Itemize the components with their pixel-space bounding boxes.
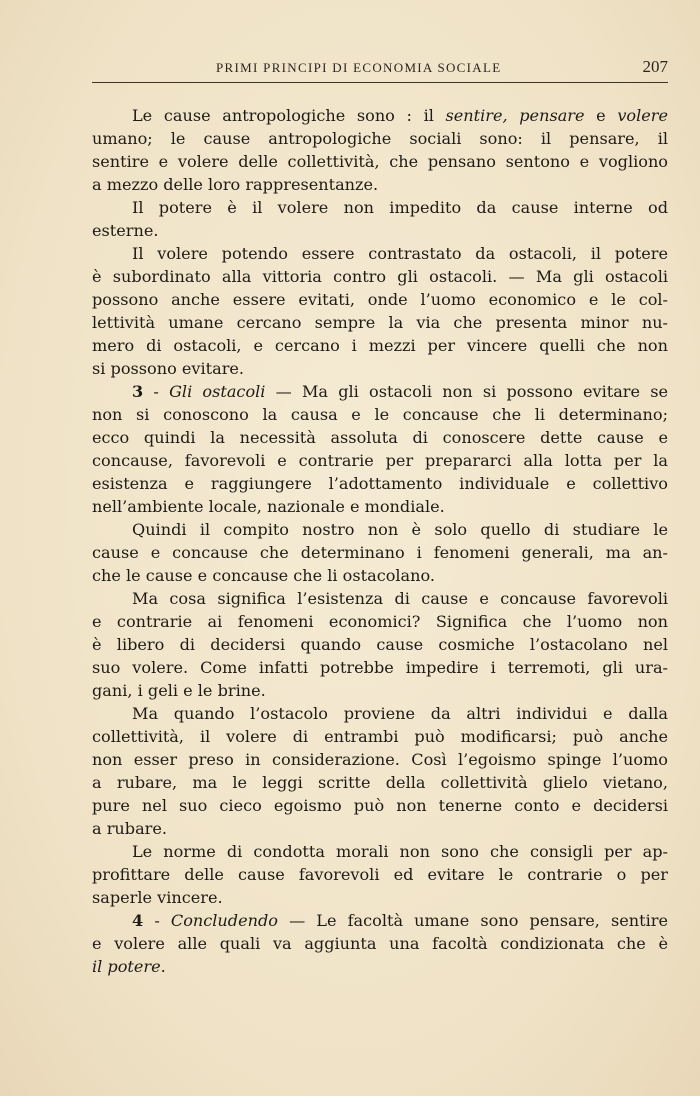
text-line	[92, 955, 668, 978]
text-run	[508, 106, 520, 125]
text-run: profittare delle cause favorevoli ed evitare le contrarie o per	[92, 865, 668, 884]
text-line	[92, 840, 668, 863]
running-title: PRIMI PRINCIPI DI ECONOMIA SOCIALE	[216, 60, 502, 75]
text-run: pure nel suo cieco egoismo può non tenerne conto e decidersi	[92, 796, 668, 815]
text-run: -	[143, 382, 170, 401]
text-line	[92, 242, 668, 265]
text-line	[92, 518, 668, 541]
text-line	[92, 495, 668, 518]
text-line	[92, 265, 668, 288]
text-run: Il volere potendo essere contrastato da ostacoli, il potere	[132, 244, 668, 263]
text-line	[92, 909, 668, 932]
text-run: a mezzo delle loro rappresentanze.	[92, 175, 379, 194]
text-run: cause e concause che determinano i fenomeni generali, ma an-	[92, 543, 668, 562]
italic-text: pensare	[519, 106, 585, 125]
text-run: umano; le cause antropologiche sociali sono: il pensare, il	[92, 129, 668, 148]
text-run: Quindi il compito nostro non è solo quello di studiare le	[132, 520, 668, 539]
text-line	[92, 449, 668, 472]
italic-text: il potere.	[92, 957, 166, 976]
text-run: Ma cosa significa l’esistenza di cause e concause favorevoli	[132, 589, 668, 608]
italic-text: sentire,	[445, 106, 508, 125]
text-line	[92, 541, 668, 564]
text-line	[92, 150, 668, 173]
text-run: a rubare, ma le leggi scritte della collettività glielo vietano,	[92, 773, 668, 792]
text-run: Ma quando l’ostacolo proviene da altri individui e dalla	[132, 704, 668, 723]
text-line	[92, 403, 668, 426]
text-line	[92, 679, 668, 702]
text-line	[92, 173, 668, 196]
text-line	[92, 334, 668, 357]
text-line	[92, 472, 668, 495]
text-run: nell’ambiente locale, nazionale e mondiale.	[92, 497, 445, 516]
text-line	[92, 817, 668, 840]
text-line	[92, 633, 668, 656]
text-run: si possono evitare.	[92, 359, 245, 378]
text-line	[92, 380, 668, 403]
text-line	[92, 564, 668, 587]
text-line	[92, 311, 668, 334]
text-line	[92, 610, 668, 633]
text-run: non esser preso in considerazione. Così l’egoismo spinge l’uomo	[92, 750, 668, 769]
page-header	[92, 56, 668, 83]
text-run: sentire e volere delle collettività, che pensano sentono e vogliono	[92, 152, 668, 171]
text-run: è subordinato alla vittoria contro gli ostacoli. — Ma gli ostacoli	[92, 267, 668, 286]
text-run: e contrarie ai fenomeni economici? Significa che l’uomo non	[92, 612, 668, 631]
text-line	[92, 196, 668, 219]
text-line	[92, 656, 668, 679]
text-run: — Le facoltà umane sono pensare, sentire	[277, 911, 668, 930]
text-line	[92, 127, 668, 150]
text-run: — Ma gli ostacoli non si possono evitare se	[265, 382, 668, 401]
text-run: Il potere è il volere non impedito da cause interne od	[132, 198, 668, 217]
text-line	[92, 771, 668, 794]
section-number: 4	[132, 911, 144, 930]
text-line	[92, 725, 668, 748]
text-run: Le cause antropologiche sono : il	[132, 106, 446, 125]
text-run: esterne.	[92, 221, 159, 240]
italic-text: Gli ostacoli	[169, 382, 266, 401]
text-run: esistenza e raggiungere l’adottamento individuale e collettivo	[92, 474, 668, 493]
text-run: Le norme di condotta morali non sono che consigli per ap-	[132, 842, 668, 861]
text-line	[92, 702, 668, 725]
italic-text: Concludendo	[170, 911, 278, 930]
text-line	[92, 794, 668, 817]
text-line	[92, 863, 668, 886]
body-text	[92, 104, 668, 978]
italic-text: volere	[617, 106, 668, 125]
page-number: 207	[642, 57, 668, 76]
text-run: lettività umane cercano sempre la via che presenta minor nu-	[92, 313, 668, 332]
text-run: ecco quindi la necessità assoluta di conoscere dette cause e	[92, 428, 668, 447]
text-run: concause, favorevoli e contrarie per prepararci alla lotta per la	[92, 451, 668, 470]
text-run: -	[143, 911, 171, 930]
text-run: gani, i geli e le brine.	[92, 681, 266, 700]
text-run: è libero di decidersi quando cause cosmiche l’ostacolano nel	[92, 635, 668, 654]
text-run: e	[584, 106, 618, 125]
text-run: possono anche essere evitati, onde l’uomo economico e le col-	[92, 290, 668, 309]
text-run: non si conoscono la causa e le concause che li determinano;	[92, 405, 668, 424]
text-line	[92, 288, 668, 311]
text-run: mero di ostacoli, e cercano i mezzi per vincere quelli che non	[92, 336, 668, 355]
text-line	[92, 104, 668, 127]
text-line	[92, 886, 668, 909]
text-line	[92, 426, 668, 449]
text-line	[92, 357, 668, 380]
text-line	[92, 219, 668, 242]
text-run: collettività, il volere di entrambi può modificarsi; può anche	[92, 727, 668, 746]
text-run: suo volere. Come infatti potrebbe impedire i terremoti, gli ura-	[92, 658, 668, 677]
text-run: a rubare.	[92, 819, 167, 838]
text-run: e volere alle quali va aggiunta una facoltà condizionata che è	[92, 934, 668, 953]
text-line	[92, 748, 668, 771]
text-run: saperle vincere.	[92, 888, 223, 907]
text-line	[92, 932, 668, 955]
text-run: che le cause e concause che li ostacolano.	[92, 566, 436, 585]
section-number: 3	[132, 382, 144, 401]
text-line	[92, 587, 668, 610]
